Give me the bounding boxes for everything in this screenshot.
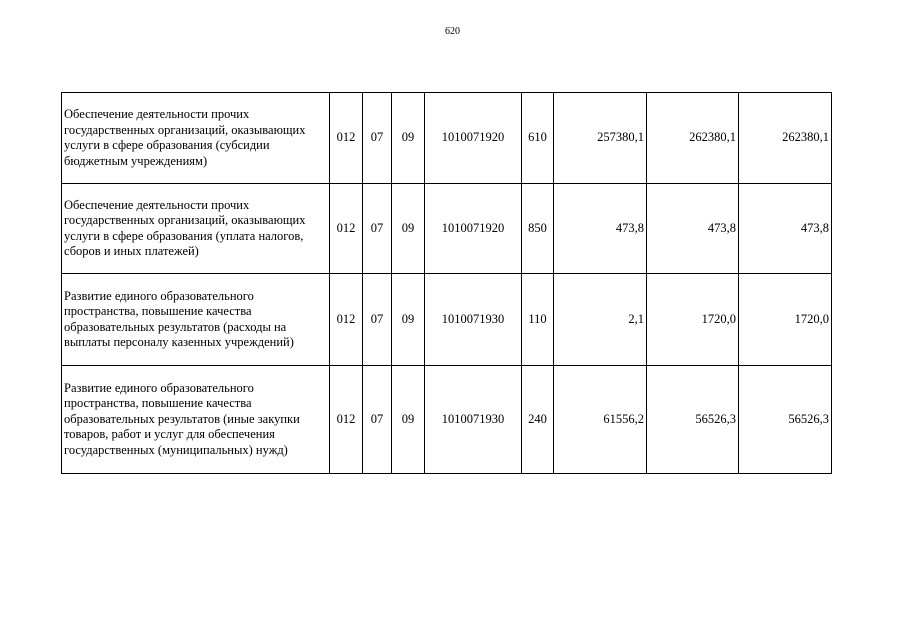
amount-2-cell: 1720,0 — [647, 274, 739, 366]
ministry-code-cell: 012 — [330, 93, 363, 184]
section-code-cell: 07 — [363, 274, 392, 366]
table-row — [62, 274, 832, 366]
section-code-cell: 07 — [363, 184, 392, 274]
amount-3-cell: 473,8 — [739, 184, 832, 274]
amount-3-cell: 1720,0 — [739, 274, 832, 366]
ministry-code-cell: 012 — [330, 274, 363, 366]
expense-type-cell: 240 — [522, 366, 554, 474]
expense-type-cell: 110 — [522, 274, 554, 366]
expense-name-cell: Обеспечение деятельности прочих государственных организаций, оказывающих услуги в сфере образования (субсидии бюджетным учреждениям) — [62, 93, 330, 184]
amount-2-cell: 56526,3 — [647, 366, 739, 474]
amount-1-cell: 473,8 — [554, 184, 647, 274]
table-row — [62, 184, 832, 274]
expense-name-cell: Развитие единого образовательного пространства, повышение качества образовательных результатов (расходы на выплаты персоналу казенных учреждений) — [62, 274, 330, 366]
amount-2-cell: 473,8 — [647, 184, 739, 274]
expense-type-cell: 850 — [522, 184, 554, 274]
amount-1-cell: 61556,2 — [554, 366, 647, 474]
expense-name-cell: Обеспечение деятельности прочих государственных организаций, оказывающих услуги в сфере образования (уплата налогов, сборов и иных платежей) — [62, 184, 330, 274]
section-code-cell: 07 — [363, 366, 392, 474]
amount-2-cell: 262380,1 — [647, 93, 739, 184]
section-code-cell: 07 — [363, 93, 392, 184]
expense-type-cell: 610 — [522, 93, 554, 184]
ministry-code-cell: 012 — [330, 366, 363, 474]
amount-3-cell: 56526,3 — [739, 366, 832, 474]
target-article-cell: 1010071920 — [425, 184, 522, 274]
subsection-code-cell: 09 — [392, 93, 425, 184]
budget-table — [61, 92, 832, 474]
target-article-cell: 1010071920 — [425, 93, 522, 184]
ministry-code-cell: 012 — [330, 184, 363, 274]
table-row — [62, 93, 832, 184]
target-article-cell: 1010071930 — [425, 366, 522, 474]
expense-name-cell: Развитие единого образовательного пространства, повышение качества образовательных результатов (иные закупки товаров, работ и услуг для обеспечения государственных (муниципальных) нужд) — [62, 366, 330, 474]
amount-3-cell: 262380,1 — [739, 93, 832, 184]
table-row — [62, 366, 832, 474]
amount-1-cell: 257380,1 — [554, 93, 647, 184]
subsection-code-cell: 09 — [392, 366, 425, 474]
subsection-code-cell: 09 — [392, 274, 425, 366]
target-article-cell: 1010071930 — [425, 274, 522, 366]
amount-1-cell: 2,1 — [554, 274, 647, 366]
subsection-code-cell: 09 — [392, 184, 425, 274]
page-number: 620 — [445, 26, 460, 37]
